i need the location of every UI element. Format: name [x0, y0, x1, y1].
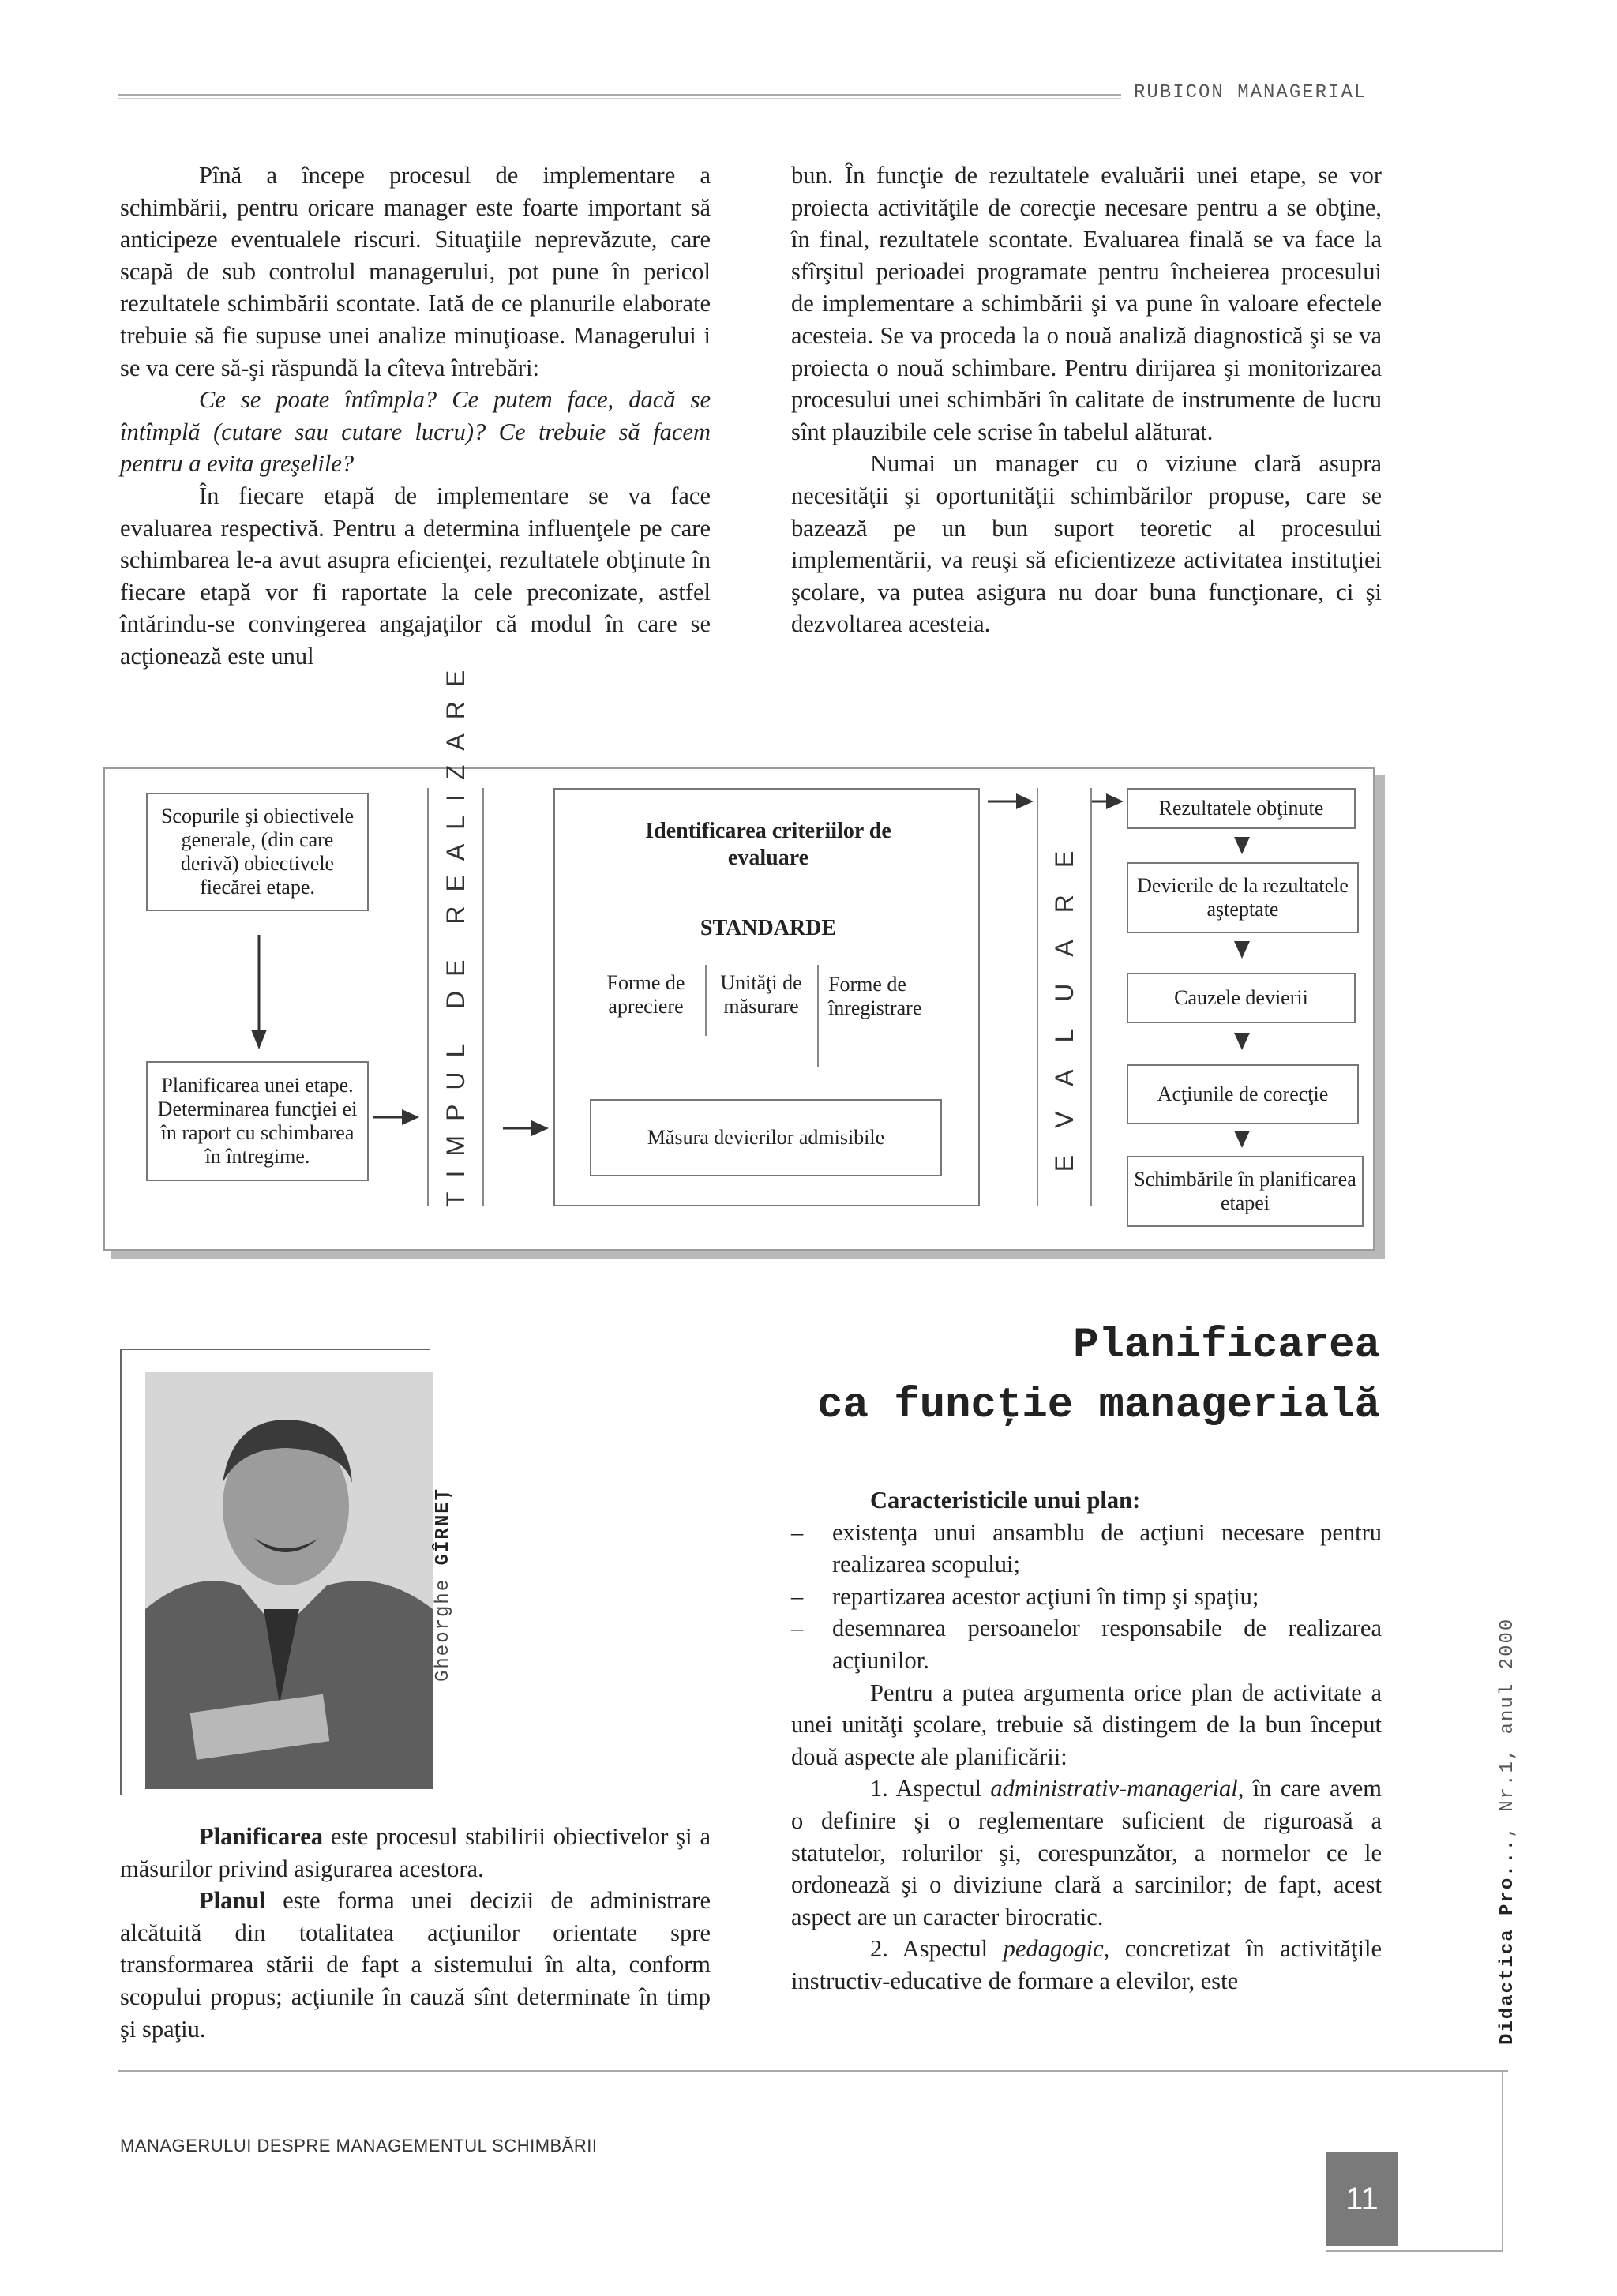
divider: [427, 788, 429, 1206]
column-right-bottom: [791, 1484, 1382, 1998]
down-triangle: [1232, 940, 1251, 960]
paragraph: [791, 1933, 1382, 1997]
paragraph: bun. În funcţie de rezultatele evaluării unei etape, se vor proiecta activităţile de corecţie necesare pentru a se obţine, în final, rezultatele scontate. Evaluarea finală se va face la sfîrşitul perioadei programate pentru încheierea procesului de implementare a schimbării şi va pune în valoare efectele acesteia. Se va proceda la o nouă analiză diagnostică şi se va proiecta o nouă schimbare. Pentru dirijarea şi monitorizarea procesului unei schimbări în calitate de instrumente de lucru sînt plauzibile cele scrise în tabelul alăturat.: [791, 162, 1382, 445]
right-arrow: [988, 790, 1037, 813]
deviation-measure-box: [590, 1099, 942, 1176]
journal-name: Didactica Pro...: [1497, 1837, 1518, 2045]
down-triangle: [1232, 1031, 1251, 1052]
goals-box: [146, 793, 369, 911]
results-box: [1127, 788, 1356, 829]
photo-frame: [120, 1349, 122, 1795]
down-arrow: [247, 935, 271, 1053]
column-left-bottom: [120, 1821, 711, 2045]
definition-text: este procesul stabilirii obiectivelor şi a măsurilor privind asigurarea acestora.: [120, 1823, 711, 1882]
causes-text: Cauzele devierii: [1174, 986, 1308, 1009]
list-item-text: existenţa unui ansamblu de acţiuni necesare pentru realizarea scopului;: [832, 1518, 1382, 1578]
list-item: [791, 1612, 1382, 1676]
text: , concretizat în activităţile instructiv-educative de formare a elevilor, este: [791, 1935, 1382, 1994]
author-portrait-icon: [145, 1372, 433, 1789]
dash-bullet: –: [791, 1582, 804, 1610]
list-item: [791, 1581, 1382, 1613]
column-left-top: [120, 159, 711, 673]
right-arrow: [373, 1105, 422, 1129]
results-text: Rezultatele obţinute: [1158, 797, 1324, 820]
footer-rule: [1326, 2250, 1503, 2252]
divider: [1090, 788, 1092, 1206]
text: 1. Aspectul: [870, 1775, 991, 1803]
paragraph: Pentru a putea argumenta orice plan de activitate a unei unităţi şcolare, trebuie să distingem de la bun început două aspecte ale planificării:: [791, 1679, 1382, 1770]
issue-info: , Nr.1, anul 2000: [1497, 1617, 1518, 1838]
changes-text: Schimbările în planificarea etapei: [1134, 1168, 1356, 1214]
term-plan: Planul: [199, 1887, 266, 1915]
causes-box: [1127, 973, 1356, 1023]
definition-plan: [120, 1885, 711, 2045]
right-arrow: [503, 1116, 552, 1140]
article-title: [817, 1316, 1380, 1436]
deviation-measure-text: Măsura devierilor admisibile: [647, 1126, 885, 1149]
divider: [817, 965, 819, 1067]
criteria-title: Identificarea criteriilor de evaluare: [645, 819, 891, 870]
author-photo: [145, 1372, 433, 1789]
time-label: TIMPUL DE REALIZARE: [441, 655, 470, 1207]
footer-rule: [1502, 2070, 1503, 2252]
author-name: [433, 1488, 454, 1682]
criteria-box: [553, 788, 980, 1206]
paragraph: Pînă a începe procesul de implementare a schimbării, pentru oricare manager este foarte important să anticipeze eventualele riscuri. Situaţiile neprevăzute, care scapă de sub controlul managerului, pot pune în pericol rezultatele schimbării scontate. Iată de ce planurile elaborate trebuie să fie supuse unei analize minuţioase. Managerului i se va cere să-şi răspundă la cîteva întrebări:: [120, 162, 711, 381]
header-rule-thin: [118, 98, 1121, 99]
text: , în care avem o definire şi o reglementare suficient de riguroasă a statutelor, rolurilor şi, corespunzător, a normelor ce le ordonează şi o diviziune clară a sarcinilor; de fapt, acest aspect are un caracter birocratic.: [791, 1775, 1382, 1930]
planning-box: [146, 1061, 369, 1181]
down-triangle: [1232, 1129, 1251, 1150]
evaluation-diagram: [103, 655, 1375, 1251]
title-line-1: Planificarea: [1073, 1322, 1380, 1370]
goals-text: Scopurile şi obiectivele generale, (din care derivă) obiectivele fiecărei etape.: [160, 805, 355, 899]
corrections-text: Acţiunile de corecţie: [1157, 1082, 1329, 1105]
footer-text: MANAGERULUI DESPRE MANAGEMENTUL SCHIMBĂRII: [120, 2136, 598, 2155]
page-number: 11: [1326, 2152, 1398, 2246]
author-first-name: Gheorghe: [433, 1578, 454, 1682]
divider: [482, 788, 484, 1206]
evaluation-label: EVALUARE: [1050, 823, 1079, 1172]
deviations-box: [1127, 862, 1359, 933]
units-measure: Unităţi de măsurare: [720, 971, 802, 1018]
planning-text: Planificarea unei etape. Determinarea funcţiei ei în raport cu schimbarea în întregime.: [157, 1074, 358, 1168]
emphasis: pedagogic: [1003, 1935, 1104, 1963]
standards-label: STANDARDE: [700, 916, 837, 940]
paragraph: În fiecare etapă de implementare se va face evaluarea respectivă. Pentru a determina influenţele pe care schimbarea le-a avut asupra eficienţei, rezultatele obţinute în fiecare etapă vor fi raportate la cele preconizate, astfel întărindu-se convingerea angajaţilor că modul în care se acţionează este unul: [120, 482, 711, 670]
title-line-2: ca funcţie managerială: [817, 1382, 1380, 1430]
definition-text: este forma unei decizii de administrare alcătuită din totalitatea acţiunilor orientate spre transformarea stării de fapt a sistemului în alta, conform scopului propus; acţiunile în cauză sînt determinate în timp şi spaţiu.: [120, 1887, 711, 2043]
forms-recording: Forme de înregistrare: [828, 973, 922, 1019]
characteristics-heading: Caracteristicile unui plan:: [870, 1487, 1141, 1514]
right-arrow: [1092, 790, 1127, 813]
list-item-text: desemnarea persoanelor responsabile de realizarea acţiunilor.: [832, 1615, 1382, 1674]
list-item-text: repartizarea acestor acţiuni în timp şi spaţiu;: [832, 1582, 1259, 1610]
footer-rule: [118, 2070, 1508, 2072]
divider: [1037, 788, 1038, 1206]
photo-frame: [120, 1349, 430, 1350]
forms-appreciation: Forme de apreciere: [606, 971, 685, 1018]
running-head: RUBICON MANAGERIAL: [1134, 82, 1368, 103]
questions-paragraph: Ce se poate întîmpla? Ce putem face, dacă se întîmplă (cutare sau cutare lucru)? Ce trebuie să facem pentru a evita greşelile?: [120, 386, 711, 478]
paragraph: [791, 1773, 1382, 1933]
divider: [705, 965, 707, 1036]
corrections-box: [1127, 1064, 1359, 1124]
author-last-name: GÎRNEŢ: [433, 1487, 454, 1566]
list-item: [791, 1517, 1382, 1581]
changes-box: [1127, 1156, 1364, 1227]
issue-label: [1497, 1618, 1518, 2045]
dash-bullet: –: [791, 1615, 804, 1642]
term-planning: Planificarea: [199, 1823, 323, 1850]
deviations-text: Devierile de la rezultatele aşteptate: [1137, 874, 1349, 921]
definition-planning: [120, 1821, 711, 1885]
down-triangle: [1232, 835, 1251, 856]
emphasis: administrativ-managerial: [990, 1775, 1238, 1803]
paragraph: Numai un manager cu o viziune clară asupra necesităţii şi oportunităţii schimbărilor propuse, care se bazează pe un bun suport teoretic al procesului implementării, va reuşi să eficientizeze activitatea instituţiei şcolare, va putea asigura nu doar buna funcţionare, ci şi dezvoltarea acesteia.: [791, 450, 1382, 638]
dash-bullet: –: [791, 1518, 804, 1546]
column-right-top: [791, 159, 1382, 640]
text: 2. Aspectul: [870, 1935, 1004, 1963]
header-rule: [118, 94, 1121, 96]
